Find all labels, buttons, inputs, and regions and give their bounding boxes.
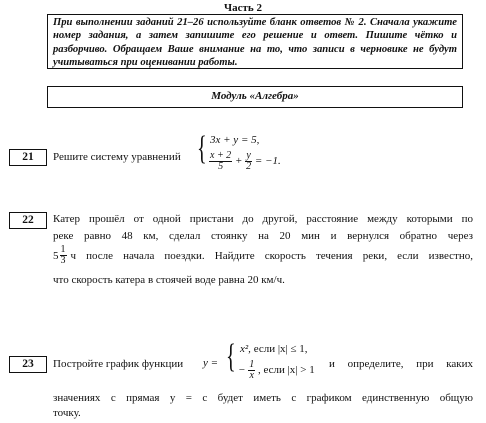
frac-denominator: 3 — [60, 255, 66, 266]
case1-expr: x², — [240, 343, 251, 355]
case1-cond: если |x| ≤ 1, — [253, 343, 308, 355]
plus-sign: + — [234, 155, 243, 168]
case2-sign: − — [238, 364, 246, 377]
task-22-line2: реке равно 48 км, сделал стоянку на 20 мин и вернулся обратно через — [53, 230, 473, 242]
task-22-line3-text: ч после начала поездки. Найдите скорость течения реки, если известно, — [70, 249, 473, 262]
task-23-y-eq: y = — [203, 357, 219, 369]
case2-cond: , если |x| > 1 — [257, 364, 315, 377]
task-23-case2 — [238, 360, 315, 381]
fraction — [248, 360, 255, 381]
frac-numerator: y — [246, 150, 251, 161]
module-title: Модуль «Алгебра» — [47, 86, 463, 108]
piecewise-brace: { — [226, 338, 236, 375]
task-23-text-after: и определите, при каких — [329, 358, 473, 370]
frac-denominator: 2 — [246, 161, 252, 172]
task-23-case1 — [240, 343, 308, 355]
task-22-number: 22 — [9, 212, 47, 229]
task-23-text-before: Постройте график функции — [53, 358, 184, 370]
part-title: Часть 2 — [224, 2, 262, 14]
mixed-fraction — [60, 245, 67, 266]
task-21-number: 21 — [9, 149, 47, 166]
frac-numerator: 1 — [249, 359, 255, 370]
fraction — [209, 151, 232, 172]
task-22-line1: Катер прошёл от одной пристани до другой, расстояние между которыми по — [53, 213, 473, 225]
task-21-text: Решите систему уравнений — [53, 151, 181, 163]
task-21-eq1: 3x + y = 5, — [210, 134, 260, 146]
mixed-whole: 5 — [53, 249, 59, 262]
task-22-line3 — [53, 245, 473, 266]
task-23-number: 23 — [9, 356, 47, 373]
frac-denominator: x — [249, 370, 254, 381]
task-23-line3: точку. — [53, 407, 81, 419]
eq-rhs: = −1. — [254, 155, 281, 168]
fraction — [245, 151, 252, 172]
frac-numerator: 1 — [60, 244, 66, 255]
task-21-eq2 — [209, 151, 281, 172]
task-23-line2: значениях c прямая y = c будет иметь с графиком единственную общую — [53, 392, 473, 404]
instructions-box: При выполнении заданий 21–26 используйте бланк ответов № 2. Сначала укажите номер задания, а затем запишите его решение и ответ. Пишите чётко и разборчиво. Обращаем Ваше внимание на то, что записи в черновике не будут учитываться при оценивании работы. — [47, 14, 463, 69]
system-brace: { — [197, 130, 207, 167]
frac-numerator: x + 2 — [210, 150, 232, 161]
task-22-line4: что скорость катера в стоячей воде равна 20 км/ч. — [53, 274, 285, 286]
frac-denominator: 5 — [218, 161, 224, 172]
